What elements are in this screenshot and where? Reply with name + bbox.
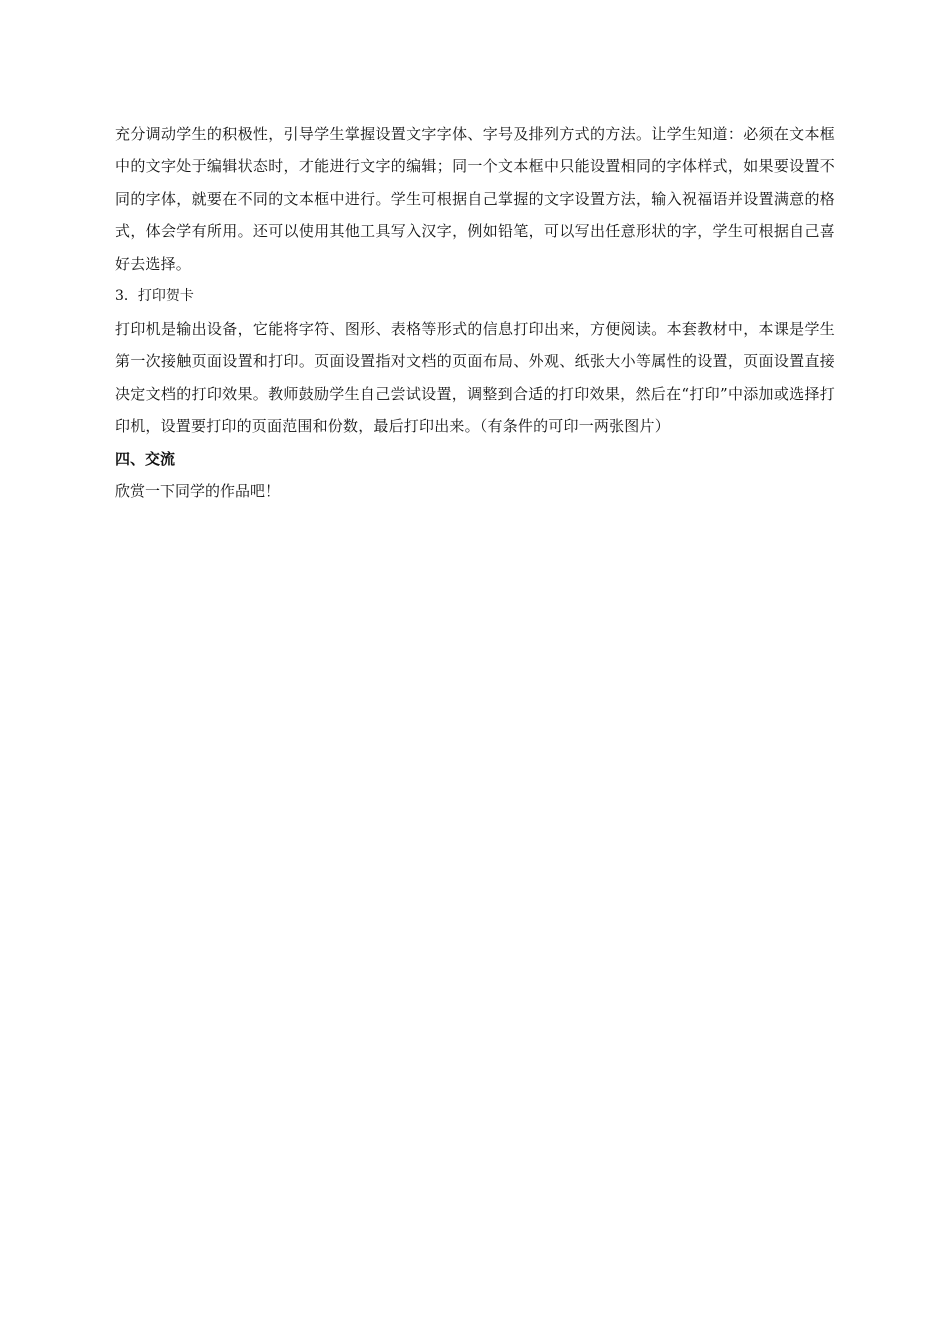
subheading-print-card: 3．打印贺卡 xyxy=(115,288,194,305)
paragraph-text-formatting: 充分调动学生的积极性，引导学生掌握设置文字字体、字号及排列方式的方法。让学生知道：必须在文本框中的文字处于编辑状态时，才能进行文字的编辑；同一个文本框中只能设置相同的字体样式，如果要设置不同的字体，就要在不同的文本框中进行。学生可根据自己掌握的文字设置方法，输入祝福语并设置满意的格式，体会学有所用。还可以使用其他工具写入汉字，例如铅笔，可以写出任意形状的字，学生可根据自己喜好去选择。 xyxy=(115,125,835,273)
section-heading-exchange: 四、交流 xyxy=(115,449,176,468)
paragraph-printing: 打印机是输出设备，它能将字符、图形、表格等形式的信息打印出来，方便阅读。本套教材中，本课是学生第一次接触页面设置和打印。页面设置指对文档的页面布局、外观、纸张大小等属性的设置，页面设置直接决定文档的打印效果。教师鼓励学生自己尝试设置，调整到合适的打印效果，然后在“打印”中添加或选择打印机，设置要打印的页面范围和份数，最后打印出来。（有条件的可印一两张图片） xyxy=(115,320,835,436)
closing-line: 欣赏一下同学的作品吧！ xyxy=(115,481,281,500)
